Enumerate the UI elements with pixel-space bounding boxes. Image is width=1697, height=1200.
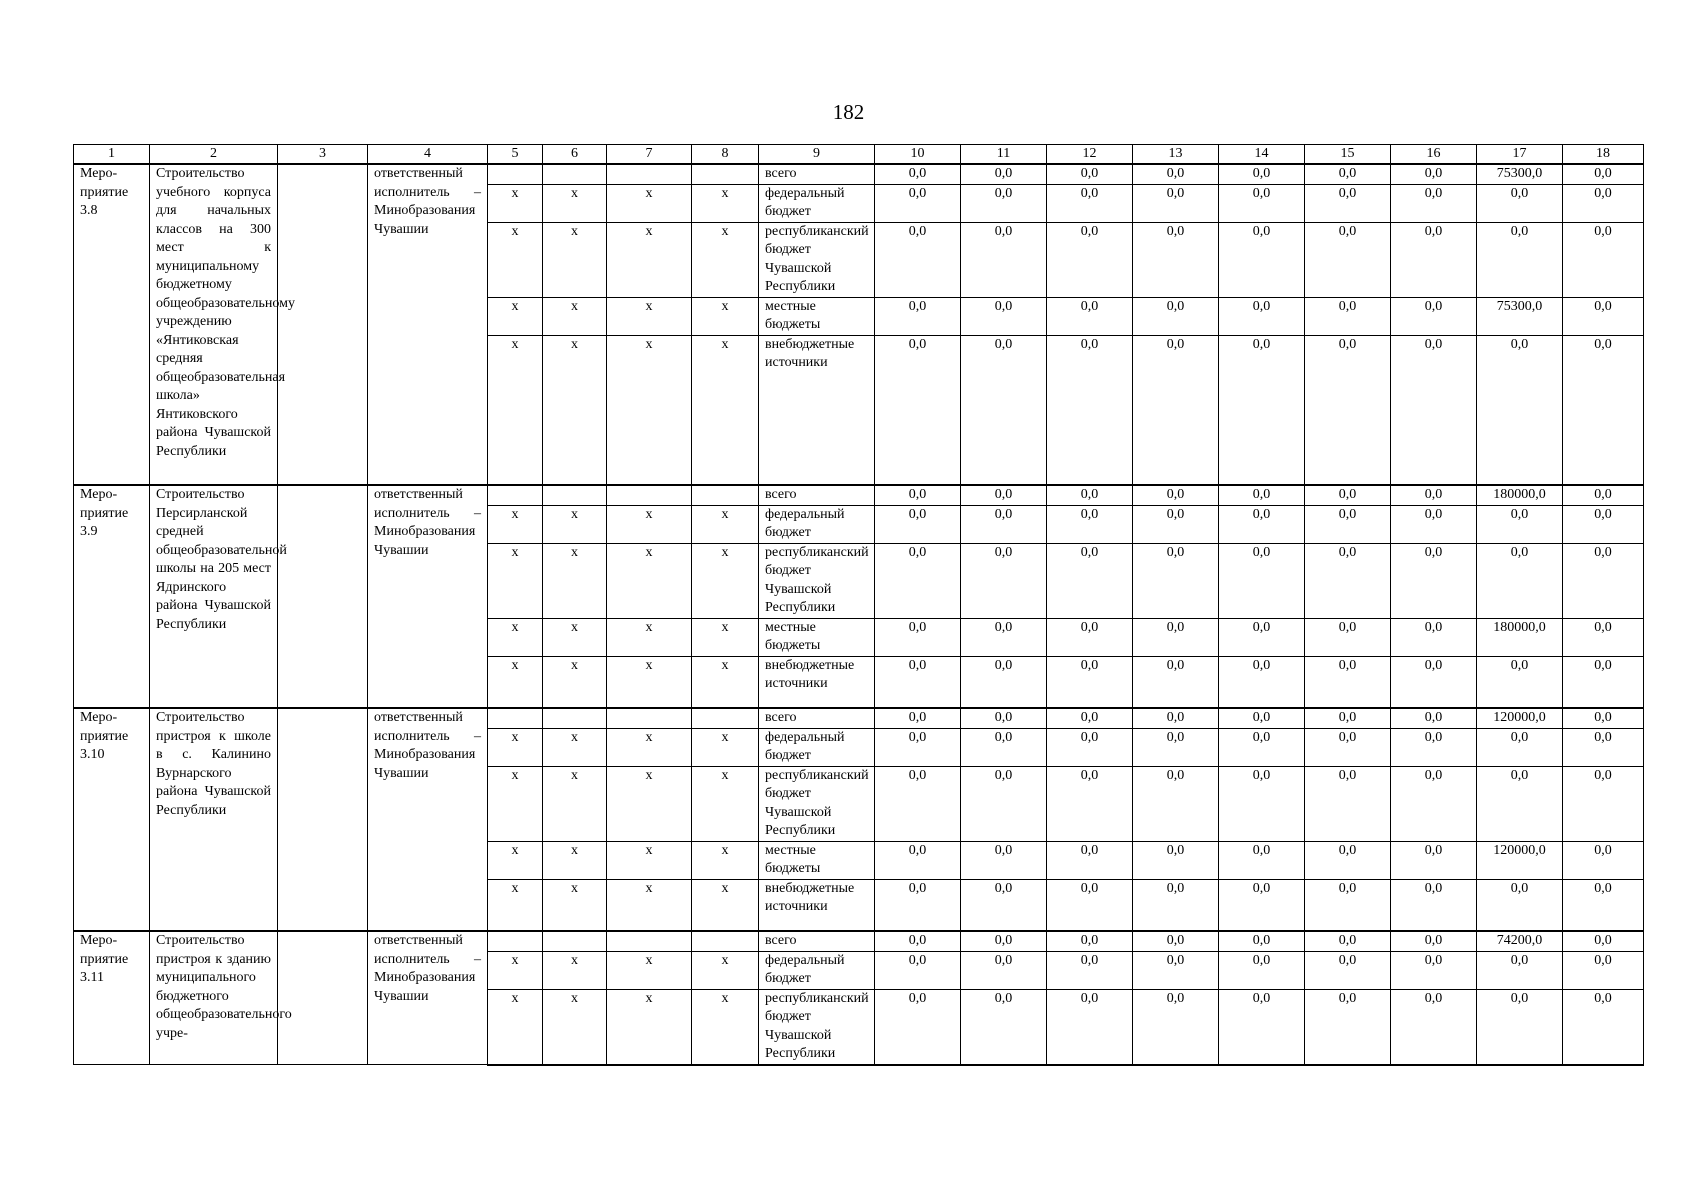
column-3-cell: [278, 931, 368, 1065]
value-cell: 0,0: [1219, 951, 1305, 989]
column-number: 15: [1305, 145, 1391, 165]
value-cell: 0,0: [875, 222, 961, 297]
mark-cell: х: [607, 879, 692, 931]
value-cell: 0,0: [1477, 335, 1563, 485]
measure-cell: Меро-приятие 3.11: [74, 931, 150, 1065]
value-cell: 0,0: [875, 505, 961, 543]
value-cell: 0,0: [875, 485, 961, 505]
value-cell: 0,0: [1219, 766, 1305, 841]
column-number: 3: [278, 145, 368, 165]
value-cell: 0,0: [1047, 708, 1133, 728]
mark-cell: [543, 708, 607, 728]
value-cell: 0,0: [875, 656, 961, 708]
value-cell: 0,0: [961, 184, 1047, 222]
page-number: 182: [832, 100, 865, 124]
financing-table: [73, 144, 1644, 1066]
value-cell: 0,0: [875, 879, 961, 931]
value-cell: 0,0: [875, 184, 961, 222]
value-cell: 0,0: [1563, 728, 1644, 766]
mark-cell: х: [692, 841, 759, 879]
value-cell: 0,0: [1047, 656, 1133, 708]
value-cell: 0,0: [1219, 335, 1305, 485]
mark-cell: х: [543, 335, 607, 485]
mark-cell: [488, 485, 543, 505]
value-cell: 0,0: [1391, 485, 1477, 505]
value-cell: 0,0: [1047, 618, 1133, 656]
value-cell: 0,0: [1391, 184, 1477, 222]
value-cell: 0,0: [1563, 164, 1644, 184]
value-cell: 0,0: [1219, 297, 1305, 335]
table-row: [74, 931, 1644, 951]
mark-cell: х: [543, 841, 607, 879]
mark-cell: [607, 164, 692, 184]
measure-title: Строительство пристроя к зданию муниципального бюджетного общеобразовательного учре-: [150, 931, 278, 1065]
value-cell: 0,0: [1047, 543, 1133, 618]
value-cell: 0,0: [1133, 931, 1219, 951]
mark-cell: [543, 931, 607, 951]
funding-source: местные бюджеты: [759, 618, 875, 656]
value-cell: 0,0: [1305, 184, 1391, 222]
value-cell: 0,0: [1305, 766, 1391, 841]
mark-cell: х: [543, 543, 607, 618]
value-cell: 0,0: [1305, 505, 1391, 543]
value-cell: 0,0: [1563, 841, 1644, 879]
value-cell: 0,0: [1563, 766, 1644, 841]
value-cell: 0,0: [1391, 505, 1477, 543]
value-cell: 0,0: [1047, 879, 1133, 931]
value-cell: 0,0: [1219, 184, 1305, 222]
value-cell: 0,0: [875, 931, 961, 951]
value-cell: 0,0: [875, 543, 961, 618]
value-cell: 0,0: [1219, 728, 1305, 766]
column-number: 2: [150, 145, 278, 165]
mark-cell: х: [488, 879, 543, 931]
value-cell: 0,0: [961, 505, 1047, 543]
value-cell: 0,0: [1047, 989, 1133, 1065]
mark-cell: х: [607, 335, 692, 485]
column-number: 1: [74, 145, 150, 165]
value-cell: 0,0: [961, 989, 1047, 1065]
mark-cell: х: [692, 505, 759, 543]
mark-cell: х: [488, 728, 543, 766]
value-cell: 0,0: [1133, 164, 1219, 184]
measure-cell: Меро-приятие 3.9: [74, 485, 150, 708]
value-cell: 0,0: [875, 728, 961, 766]
value-cell: 0,0: [1305, 618, 1391, 656]
mark-cell: х: [488, 297, 543, 335]
value-cell: 0,0: [875, 989, 961, 1065]
mark-cell: [692, 708, 759, 728]
funding-source: республиканский бюджет Чувашской Республики: [759, 766, 875, 841]
value-cell: 0,0: [1391, 656, 1477, 708]
value-cell: 0,0: [1391, 728, 1477, 766]
mark-cell: [543, 164, 607, 184]
value-cell: 0,0: [875, 297, 961, 335]
mark-cell: х: [692, 618, 759, 656]
mark-cell: [488, 931, 543, 951]
mark-cell: [692, 931, 759, 951]
value-cell: 0,0: [961, 951, 1047, 989]
mark-cell: х: [607, 989, 692, 1065]
value-cell: 0,0: [1391, 618, 1477, 656]
value-cell: 0,0: [1219, 618, 1305, 656]
value-cell: 0,0: [1391, 164, 1477, 184]
value-cell: 0,0: [1563, 543, 1644, 618]
value-cell: 0,0: [1563, 485, 1644, 505]
value-cell: 180000,0: [1477, 618, 1563, 656]
value-cell: 0,0: [1305, 728, 1391, 766]
value-cell: 0,0: [1133, 728, 1219, 766]
value-cell: 0,0: [1133, 222, 1219, 297]
column-number: 6: [543, 145, 607, 165]
mark-cell: х: [488, 766, 543, 841]
value-cell: 0,0: [1047, 164, 1133, 184]
value-cell: 0,0: [1391, 543, 1477, 618]
table-row: [74, 164, 1644, 184]
value-cell: 0,0: [961, 766, 1047, 841]
value-cell: 0,0: [1133, 766, 1219, 841]
value-cell: 0,0: [1391, 766, 1477, 841]
mark-cell: х: [488, 618, 543, 656]
mark-cell: х: [543, 656, 607, 708]
value-cell: 0,0: [1305, 485, 1391, 505]
mark-cell: х: [607, 543, 692, 618]
mark-cell: [607, 931, 692, 951]
value-cell: 75300,0: [1477, 164, 1563, 184]
measure-cell: Меро-приятие 3.8: [74, 164, 150, 485]
column-number: 9: [759, 145, 875, 165]
value-cell: 0,0: [1133, 708, 1219, 728]
value-cell: 0,0: [1047, 335, 1133, 485]
mark-cell: х: [607, 766, 692, 841]
mark-cell: [488, 164, 543, 184]
mark-cell: х: [543, 951, 607, 989]
funding-source: местные бюджеты: [759, 841, 875, 879]
value-cell: 0,0: [1305, 222, 1391, 297]
value-cell: 0,0: [1391, 335, 1477, 485]
value-cell: 0,0: [875, 618, 961, 656]
value-cell: 0,0: [1477, 951, 1563, 989]
value-cell: 0,0: [1047, 485, 1133, 505]
mark-cell: х: [607, 656, 692, 708]
value-cell: 0,0: [961, 841, 1047, 879]
value-cell: 0,0: [961, 879, 1047, 931]
mark-cell: х: [607, 184, 692, 222]
value-cell: 120000,0: [1477, 708, 1563, 728]
value-cell: 0,0: [961, 297, 1047, 335]
value-cell: 0,0: [1219, 656, 1305, 708]
executor-cell: ответственный исполнитель – Минобразования Чувашии: [368, 164, 488, 485]
value-cell: 0,0: [1047, 184, 1133, 222]
value-cell: 180000,0: [1477, 485, 1563, 505]
value-cell: 0,0: [1219, 879, 1305, 931]
value-cell: 0,0: [1477, 505, 1563, 543]
value-cell: 0,0: [1477, 184, 1563, 222]
column-number: 8: [692, 145, 759, 165]
value-cell: 0,0: [1563, 222, 1644, 297]
mark-cell: х: [692, 335, 759, 485]
value-cell: 0,0: [1047, 931, 1133, 951]
mark-cell: [607, 485, 692, 505]
mark-cell: х: [543, 184, 607, 222]
column-number: 11: [961, 145, 1047, 165]
value-cell: 0,0: [1305, 931, 1391, 951]
value-cell: 0,0: [1477, 728, 1563, 766]
value-cell: 0,0: [1305, 708, 1391, 728]
column-number: 17: [1477, 145, 1563, 165]
value-cell: 0,0: [1563, 297, 1644, 335]
value-cell: 0,0: [1305, 297, 1391, 335]
mark-cell: х: [488, 222, 543, 297]
value-cell: 0,0: [1133, 989, 1219, 1065]
mark-cell: [488, 708, 543, 728]
value-cell: 0,0: [1133, 505, 1219, 543]
value-cell: 0,0: [1563, 989, 1644, 1065]
value-cell: 0,0: [1477, 656, 1563, 708]
value-cell: 0,0: [1133, 656, 1219, 708]
value-cell: 0,0: [1305, 879, 1391, 931]
column-3-cell: [278, 485, 368, 708]
value-cell: 0,0: [875, 766, 961, 841]
value-cell: 0,0: [1047, 222, 1133, 297]
mark-cell: х: [692, 656, 759, 708]
value-cell: 0,0: [1563, 708, 1644, 728]
value-cell: 0,0: [1047, 505, 1133, 543]
value-cell: 0,0: [1391, 222, 1477, 297]
mark-cell: [607, 708, 692, 728]
value-cell: 0,0: [875, 841, 961, 879]
value-cell: 0,0: [1219, 708, 1305, 728]
value-cell: 0,0: [875, 708, 961, 728]
funding-source: внебюджетные источники: [759, 879, 875, 931]
funding-source: федеральный бюджет: [759, 728, 875, 766]
value-cell: 0,0: [1305, 951, 1391, 989]
funding-source: всего: [759, 164, 875, 184]
mark-cell: х: [692, 879, 759, 931]
value-cell: 0,0: [961, 728, 1047, 766]
funding-source: республиканский бюджет Чувашской Республики: [759, 989, 875, 1065]
funding-source: федеральный бюджет: [759, 184, 875, 222]
value-cell: 0,0: [1563, 879, 1644, 931]
mark-cell: х: [692, 184, 759, 222]
value-cell: 0,0: [1391, 841, 1477, 879]
mark-cell: х: [607, 951, 692, 989]
value-cell: 0,0: [1477, 222, 1563, 297]
column-number: 7: [607, 145, 692, 165]
value-cell: 0,0: [1219, 222, 1305, 297]
executor-cell: ответственный исполнитель – Минобразования Чувашии: [368, 485, 488, 708]
funding-source: республиканский бюджет Чувашской Республики: [759, 222, 875, 297]
table-row: [74, 485, 1644, 505]
mark-cell: х: [488, 543, 543, 618]
column-number-row: [74, 145, 1644, 165]
mark-cell: х: [607, 297, 692, 335]
table-row: [74, 708, 1644, 728]
value-cell: 74200,0: [1477, 931, 1563, 951]
value-cell: 0,0: [1391, 708, 1477, 728]
value-cell: 0,0: [1563, 656, 1644, 708]
value-cell: 0,0: [1305, 841, 1391, 879]
value-cell: 0,0: [1047, 841, 1133, 879]
value-cell: 0,0: [1133, 543, 1219, 618]
value-cell: 0,0: [961, 708, 1047, 728]
mark-cell: х: [488, 656, 543, 708]
value-cell: 0,0: [1563, 184, 1644, 222]
value-cell: 0,0: [1133, 184, 1219, 222]
measure-title: Строительство пристроя к школе в с. Калинино Вурнарского района Чувашской Республики: [150, 708, 278, 931]
value-cell: 0,0: [1305, 989, 1391, 1065]
mark-cell: х: [488, 184, 543, 222]
mark-cell: х: [488, 335, 543, 485]
value-cell: 0,0: [961, 618, 1047, 656]
value-cell: 0,0: [1305, 656, 1391, 708]
value-cell: 0,0: [1133, 485, 1219, 505]
value-cell: 120000,0: [1477, 841, 1563, 879]
value-cell: 0,0: [1133, 335, 1219, 485]
value-cell: 0,0: [1391, 297, 1477, 335]
mark-cell: х: [488, 841, 543, 879]
mark-cell: х: [543, 728, 607, 766]
value-cell: 0,0: [1219, 931, 1305, 951]
mark-cell: х: [692, 543, 759, 618]
value-cell: 0,0: [1391, 989, 1477, 1065]
mark-cell: х: [692, 989, 759, 1065]
value-cell: 0,0: [1305, 335, 1391, 485]
mark-cell: х: [543, 989, 607, 1065]
column-3-cell: [278, 708, 368, 931]
mark-cell: х: [692, 728, 759, 766]
value-cell: 0,0: [1391, 879, 1477, 931]
value-cell: 0,0: [961, 222, 1047, 297]
value-cell: 0,0: [1563, 931, 1644, 951]
value-cell: 0,0: [1391, 951, 1477, 989]
value-cell: 0,0: [1133, 297, 1219, 335]
value-cell: 0,0: [1133, 841, 1219, 879]
mark-cell: х: [607, 505, 692, 543]
value-cell: 0,0: [1133, 879, 1219, 931]
value-cell: 0,0: [875, 164, 961, 184]
measure-title: Строительство Персирланской средней общеобразовательной школы на 205 мест Ядринского района Чувашской Республики: [150, 485, 278, 708]
column-number: 18: [1563, 145, 1644, 165]
mark-cell: х: [607, 222, 692, 297]
value-cell: 0,0: [1219, 841, 1305, 879]
measure-cell: Меро-приятие 3.10: [74, 708, 150, 931]
funding-source: всего: [759, 708, 875, 728]
value-cell: 0,0: [1477, 879, 1563, 931]
column-number: 16: [1391, 145, 1477, 165]
measure-title: Строительство учебного корпуса для начальных классов на 300 мест к муниципальному бюджетному общеобразовательному учреждению «Янтиковская средняя общеобразовательная школа» Янтиковского района Чувашской Республики: [150, 164, 278, 485]
column-number: 4: [368, 145, 488, 165]
value-cell: 0,0: [1391, 931, 1477, 951]
mark-cell: х: [607, 841, 692, 879]
mark-cell: [692, 164, 759, 184]
funding-source: федеральный бюджет: [759, 505, 875, 543]
mark-cell: х: [488, 989, 543, 1065]
funding-source: внебюджетные источники: [759, 335, 875, 485]
funding-source: местные бюджеты: [759, 297, 875, 335]
value-cell: 0,0: [961, 656, 1047, 708]
value-cell: 0,0: [1563, 505, 1644, 543]
funding-source: всего: [759, 931, 875, 951]
value-cell: 0,0: [1477, 543, 1563, 618]
mark-cell: [543, 485, 607, 505]
mark-cell: х: [692, 297, 759, 335]
value-cell: 0,0: [1219, 485, 1305, 505]
value-cell: 0,0: [1219, 989, 1305, 1065]
value-cell: 0,0: [1477, 766, 1563, 841]
mark-cell: х: [692, 951, 759, 989]
executor-cell: ответственный исполнитель – Минобразования Чувашии: [368, 708, 488, 931]
mark-cell: х: [543, 879, 607, 931]
mark-cell: х: [488, 505, 543, 543]
mark-cell: х: [543, 505, 607, 543]
column-3-cell: [278, 164, 368, 485]
funding-source: республиканский бюджет Чувашской Республики: [759, 543, 875, 618]
value-cell: 0,0: [1047, 728, 1133, 766]
value-cell: 0,0: [961, 485, 1047, 505]
value-cell: 0,0: [1133, 618, 1219, 656]
funding-source: всего: [759, 485, 875, 505]
mark-cell: х: [543, 297, 607, 335]
mark-cell: х: [543, 222, 607, 297]
mark-cell: х: [692, 766, 759, 841]
column-number: 14: [1219, 145, 1305, 165]
value-cell: 0,0: [1563, 335, 1644, 485]
value-cell: 0,0: [1219, 164, 1305, 184]
value-cell: 75300,0: [1477, 297, 1563, 335]
funding-source: внебюджетные источники: [759, 656, 875, 708]
value-cell: 0,0: [1305, 164, 1391, 184]
column-number: 12: [1047, 145, 1133, 165]
value-cell: 0,0: [1477, 989, 1563, 1065]
value-cell: 0,0: [1563, 618, 1644, 656]
value-cell: 0,0: [1047, 766, 1133, 841]
executor-cell: ответственный исполнитель – Минобразования Чувашии: [368, 931, 488, 1065]
column-number: 10: [875, 145, 961, 165]
value-cell: 0,0: [1047, 297, 1133, 335]
mark-cell: [692, 485, 759, 505]
mark-cell: х: [607, 728, 692, 766]
value-cell: 0,0: [875, 335, 961, 485]
mark-cell: х: [543, 618, 607, 656]
value-cell: 0,0: [875, 951, 961, 989]
value-cell: 0,0: [961, 931, 1047, 951]
column-number: 13: [1133, 145, 1219, 165]
mark-cell: х: [607, 618, 692, 656]
value-cell: 0,0: [961, 335, 1047, 485]
value-cell: 0,0: [1219, 505, 1305, 543]
value-cell: 0,0: [961, 164, 1047, 184]
value-cell: 0,0: [961, 543, 1047, 618]
mark-cell: х: [692, 222, 759, 297]
funding-source: федеральный бюджет: [759, 951, 875, 989]
value-cell: 0,0: [1219, 543, 1305, 618]
mark-cell: х: [488, 951, 543, 989]
value-cell: 0,0: [1563, 951, 1644, 989]
column-number: 5: [488, 145, 543, 165]
value-cell: 0,0: [1047, 951, 1133, 989]
mark-cell: х: [543, 766, 607, 841]
value-cell: 0,0: [1305, 543, 1391, 618]
value-cell: 0,0: [1133, 951, 1219, 989]
